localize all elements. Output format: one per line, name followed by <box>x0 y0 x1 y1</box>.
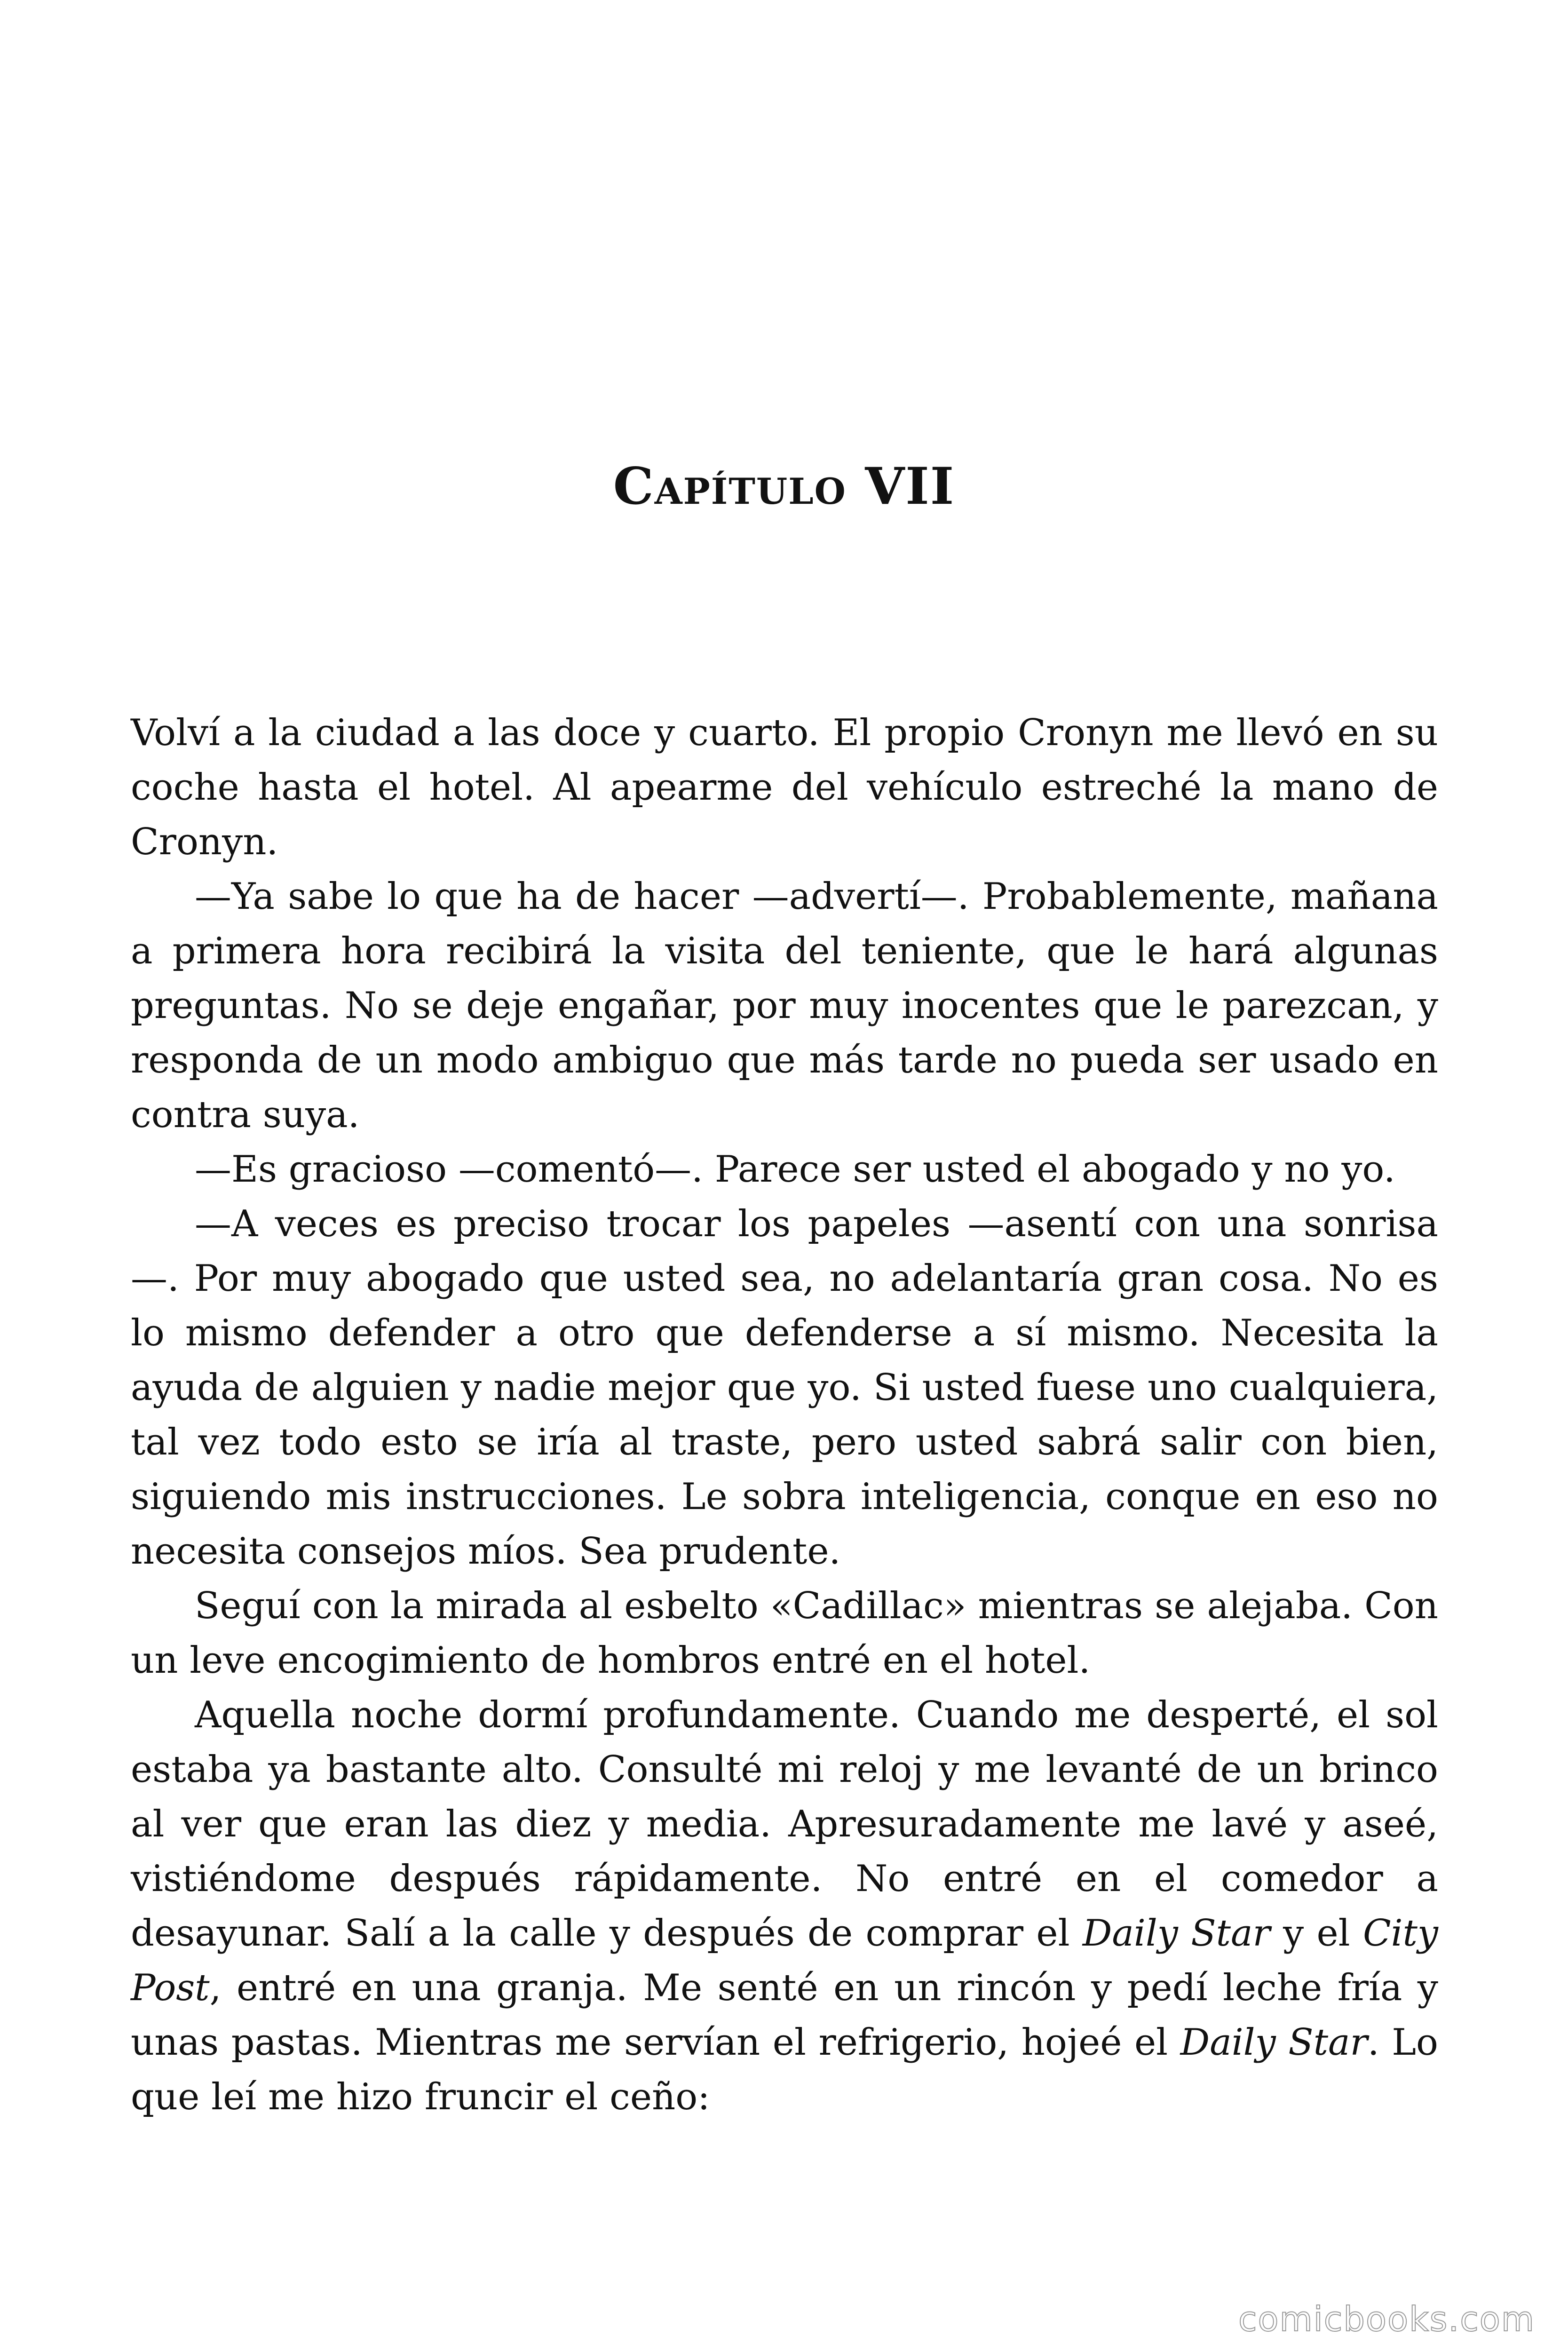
paragraph-6 <box>131 1688 1438 2124</box>
paragraph-6-text: Aquella noche dormí profundamente. Cuando me desperté, el sol estaba ya bastante alto. Consulté mi reloj y me levanté de un brinco al ver que eran las diez y media. Apresuradamente me lavé y aseé, vistiéndome después rápidamente. No entré en el comedor a desayunar. Salí a la calle y después de comprar el <box>131 1694 1438 1955</box>
chapter-body <box>131 706 1438 2124</box>
paragraph-2 <box>131 869 1438 1142</box>
paragraph-5-text: Seguí con la mirada al esbelto «Cadillac» mientras se alejaba. Con un leve encogimiento de hombros entré en el hotel. <box>131 1585 1438 1682</box>
paragraph-6-text: . Lo que leí me hizo fruncir el ceño: <box>131 2021 1438 2118</box>
paragraph-6-text: , entré en una granja. Me senté en un rincón y pedí leche fría y unas pastas. Mientras me servían el refrigerio, hojeé el <box>131 1967 1438 2064</box>
chapter-title: Capítulo VII <box>613 457 955 516</box>
paragraph-3-text: —Es gracioso —comentó—. Parece ser usted el abogado y no yo. <box>195 1148 1395 1191</box>
paragraph-2-text: —Ya sabe lo que ha de hacer —advertí—. Probablemente, mañana a primera hora recibirá la visita del teniente, que le hará algunas preguntas. No se deje engañar, por muy inocentes que le parezcan, y responda de un modo ambiguo que más tarde no pueda ser usado en contra suya. <box>131 875 1438 1136</box>
paragraph-4-text: —A veces es preciso trocar los papeles —asentí con una sonrisa —. Por muy abogado que usted sea, no adelantaría gran cosa. No es lo mismo defender a otro que defenderse a sí mismo. Necesita la ayuda de alguien y nadie mejor que yo. Si usted fuese uno cualquiera, tal vez todo esto se iría al traste, pero usted sabrá salir con bien, siguiendo mis instrucciones. Le sobra inteligencia, conque en eso no necesita consejos míos. Sea prudente. <box>131 1203 1438 1573</box>
paragraph-1-text: Volví a la ciudad a las doce y cuarto. El propio Cronyn me llevó en su coche hasta el hotel. Al apearme del vehículo estreché la mano de Cronyn. <box>131 712 1438 863</box>
paragraph-3 <box>131 1142 1438 1197</box>
paragraph-5 <box>131 1579 1438 1688</box>
paragraph-6-text: y el <box>1270 1912 1363 1955</box>
newspaper-title: Daily Star <box>1082 1912 1270 1955</box>
newspaper-title: Daily Star <box>1180 2021 1368 2064</box>
watermark: comicbooks.com <box>1238 2299 1535 2339</box>
newspaper-title: City Post <box>131 1912 1438 2009</box>
paragraph-4 <box>131 1197 1438 1579</box>
paragraph-1 <box>131 706 1438 869</box>
